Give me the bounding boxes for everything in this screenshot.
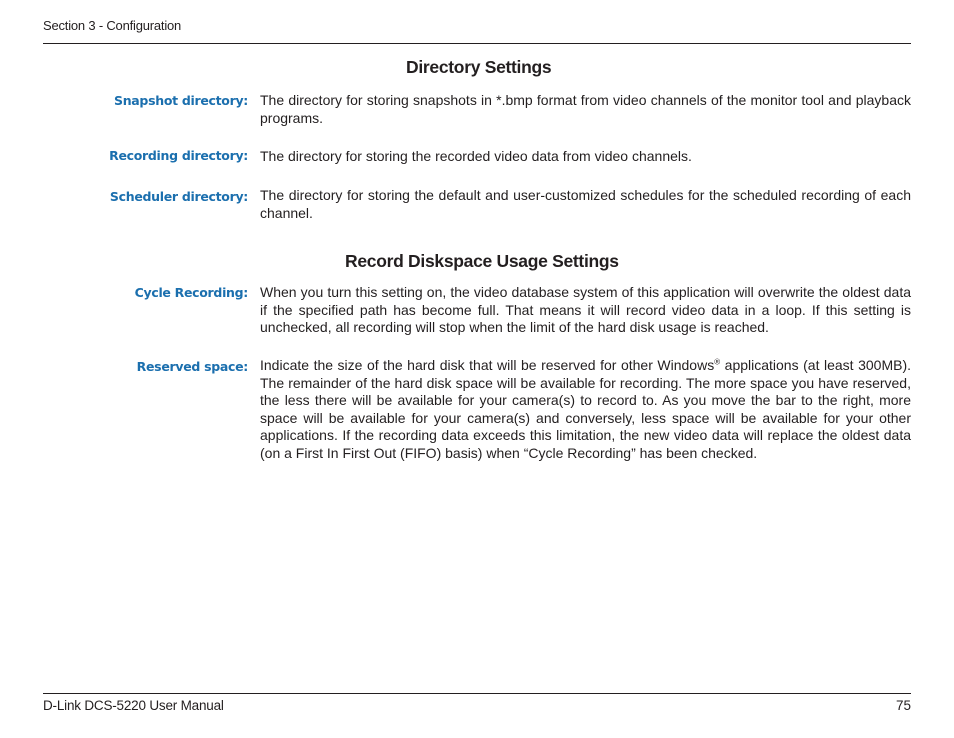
snapshot-directory-description: The directory for storing snapshots in *.bmp format from video channels of the monitor tool and playback programs. [260, 92, 911, 126]
footer-page-number: 75 [895, 698, 911, 713]
registered-mark: ® [714, 357, 721, 367]
footer-manual-title: D-Link DCS-5220 User Manual [43, 698, 224, 713]
header-divider [43, 43, 911, 44]
recording-directory-description: The directory for storing the recorded video data from video channels. [260, 148, 692, 164]
section-header: Section 3 - Configuration [43, 18, 182, 33]
scheduler-directory-term: Scheduler directory: [109, 189, 248, 204]
cycle-recording-term: Cycle Recording: [134, 285, 248, 300]
reserved-space-term: Reserved space: [136, 359, 248, 374]
footer-divider [43, 693, 911, 694]
reserved-space-text-part2: applications (at least 300MB). The remainder of the hard disk space will be available for recording. The more space you have reserved, the less there will be available for your camera(s) to record to. As you move the bar to the right, more space will be available for your camera(s) and conversely, less space will be available for your other applications. If the recording data exceeds this limitation, the new video data will replace the oldest data (on a First In First Out (FIFO) basis) when “Cycle Recording” has been checked. [260, 357, 912, 461]
directory-settings-heading: Directory Settings [406, 57, 552, 77]
reserved-space-description [260, 357, 911, 462]
cycle-recording-description: When you turn this setting on, the video database system of this application will overwrite the oldest data if the specified path has become full. That means it will record video data in a loop. If this setting is unchecked, all recording will stop when the limit of the hard disk usage is reached. [260, 284, 911, 335]
reserved-space-text-part1: Indicate the size of the hard disk that will be reserved for other Windows [260, 357, 715, 373]
record-diskspace-heading: Record Diskspace Usage Settings [345, 251, 619, 271]
recording-directory-term: Recording directory: [109, 148, 248, 163]
scheduler-directory-description: The directory for storing the default and user-customized schedules for the scheduled recording of each channel. [260, 187, 911, 221]
snapshot-directory-term: Snapshot directory: [114, 93, 248, 108]
